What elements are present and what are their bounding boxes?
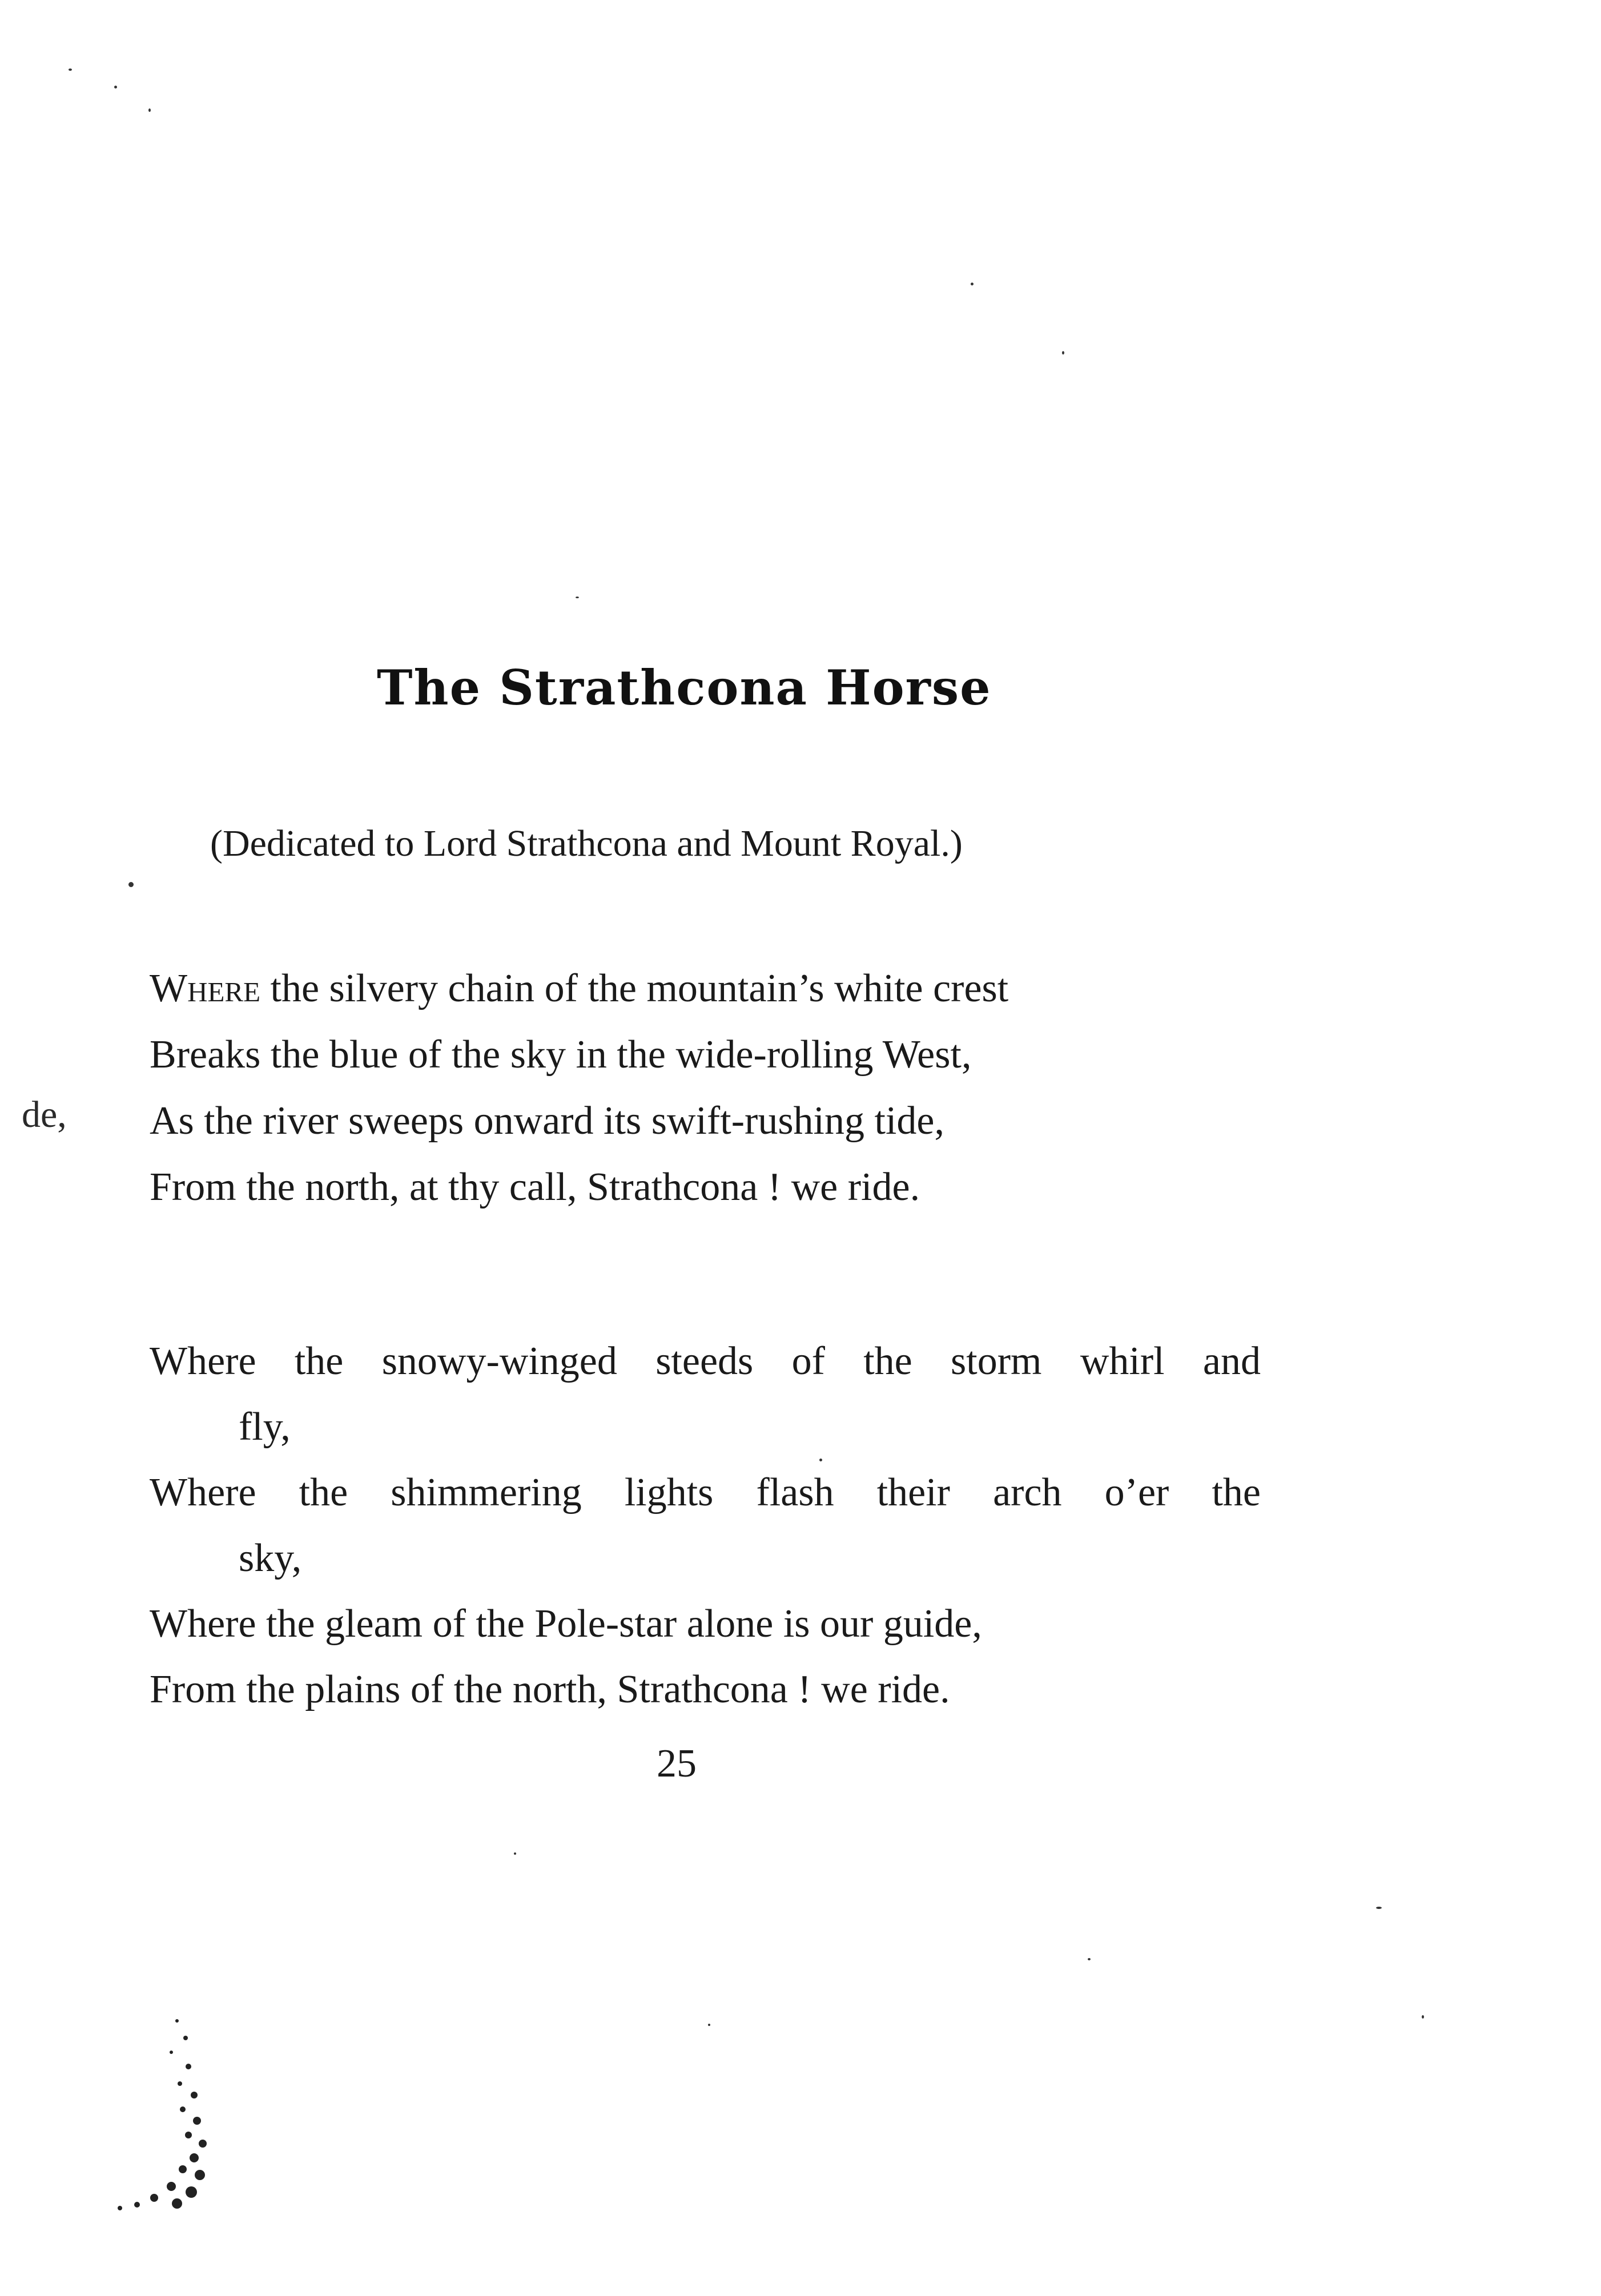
scan-speck bbox=[128, 882, 134, 887]
scan-speck bbox=[819, 1459, 822, 1461]
page-number: 25 bbox=[657, 1742, 697, 1786]
word: Where bbox=[150, 1339, 256, 1383]
scan-speck bbox=[1422, 2015, 1424, 2019]
poem-title: The Strathcona Horse bbox=[377, 659, 992, 716]
stanza-1-line-4: From the north, at thy call, Strathcona ! we ride. bbox=[150, 1165, 920, 1209]
scan-speck bbox=[514, 1852, 516, 1855]
scan-speck bbox=[69, 69, 72, 71]
stanza-2-line-4: From the plains of the north, Strathcona ! we ride. bbox=[150, 1667, 950, 1711]
word: whirl bbox=[1080, 1339, 1165, 1383]
word: storm bbox=[951, 1339, 1042, 1383]
stanza-2-line-2 bbox=[150, 1470, 1261, 1516]
word: snowy-winged bbox=[381, 1339, 617, 1383]
stanza-2-line-3: Where the gleam of the Pole-star alone is our guide, bbox=[150, 1602, 982, 1646]
stanza-1-line-1 bbox=[150, 966, 1008, 1012]
word: steeds bbox=[655, 1339, 754, 1383]
word: shimmering bbox=[391, 1471, 582, 1514]
word: and bbox=[1202, 1339, 1261, 1383]
stanza-2-line-1 bbox=[150, 1339, 1261, 1384]
scan-noise-smudge bbox=[86, 1998, 217, 2215]
stanza-2-line-2-continuation: sky, bbox=[239, 1536, 302, 1580]
scan-speck bbox=[576, 597, 579, 598]
word: the bbox=[299, 1471, 348, 1514]
word: of bbox=[791, 1339, 825, 1383]
scan-speck bbox=[971, 283, 974, 285]
scan-speck bbox=[1376, 1907, 1382, 1909]
stanza-1-line-3: As the river sweeps onward its swift-rushing tide, bbox=[150, 1099, 944, 1143]
stanza-1-first-word: Where bbox=[150, 966, 261, 1010]
scan-speck bbox=[1088, 1958, 1091, 1960]
scan-speck bbox=[114, 86, 117, 88]
margin-text-fragment: de, bbox=[22, 1094, 67, 1135]
stanza-2-line-1-continuation: fly, bbox=[239, 1405, 291, 1449]
scan-speck bbox=[1062, 351, 1064, 355]
word: the bbox=[1212, 1471, 1261, 1514]
word: the bbox=[294, 1339, 344, 1383]
word: their bbox=[876, 1471, 950, 1514]
word: arch bbox=[993, 1471, 1062, 1514]
word: o’er bbox=[1104, 1471, 1169, 1514]
word: flash bbox=[756, 1471, 834, 1514]
word: Where bbox=[150, 1471, 256, 1514]
word: the bbox=[863, 1339, 912, 1383]
scan-speck bbox=[708, 2024, 710, 2026]
scan-speck bbox=[148, 108, 151, 112]
word: lights bbox=[624, 1471, 714, 1514]
stanza-1-line-2: Breaks the blue of the sky in the wide-rolling West, bbox=[150, 1033, 972, 1077]
stanza-1-line-1-text: the silvery chain of the mountain’s white crest bbox=[270, 966, 1009, 1010]
poem-dedication: (Dedicated to Lord Strathcona and Mount Royal.) bbox=[210, 823, 963, 864]
